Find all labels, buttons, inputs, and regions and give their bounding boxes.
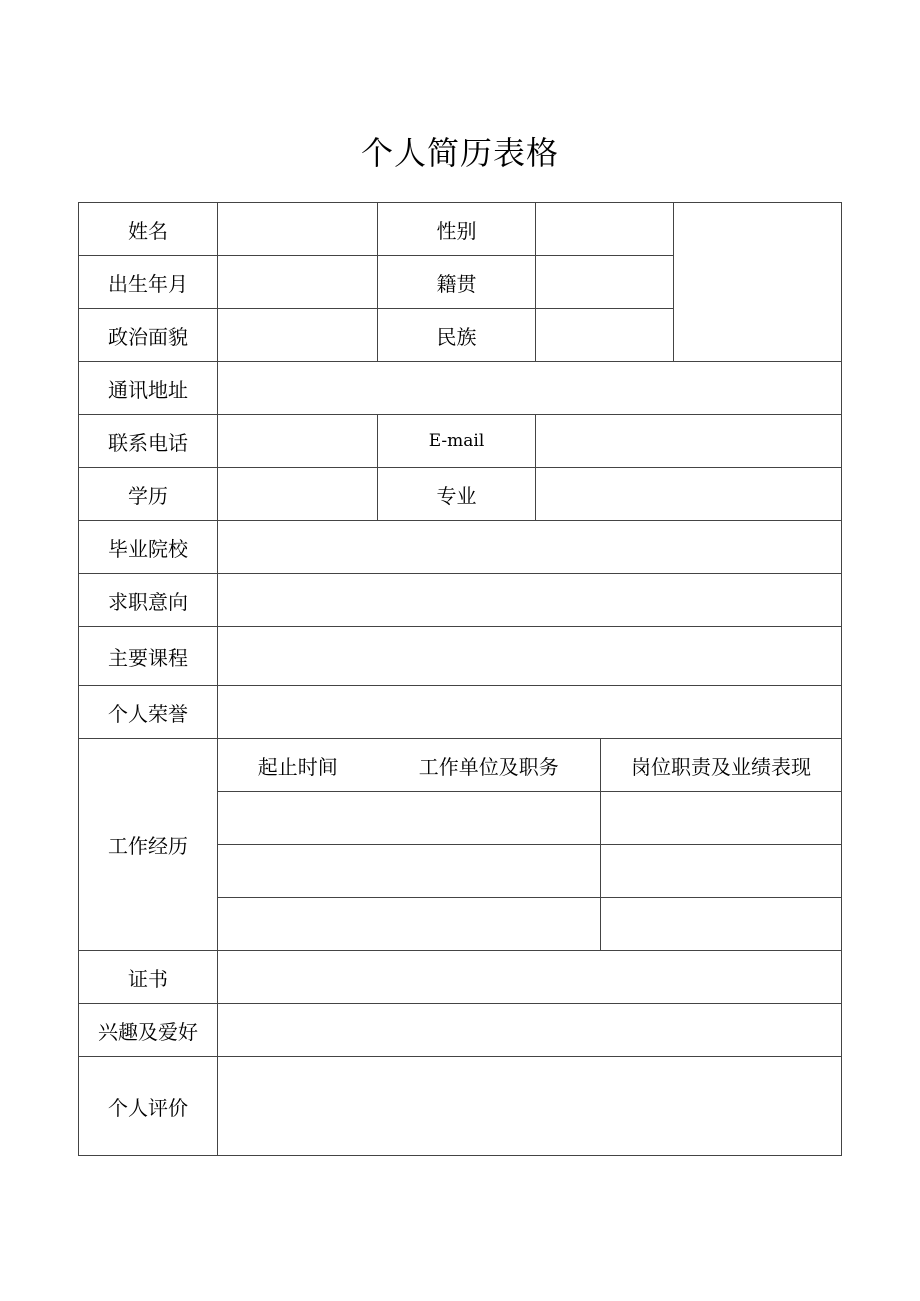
address-field[interactable] [218, 362, 842, 415]
certificates-label: 证书 [79, 951, 218, 1004]
native-place-label: 籍贯 [378, 256, 536, 309]
certificates-field[interactable] [218, 951, 842, 1004]
table-row [79, 203, 842, 256]
name-label: 姓名 [79, 203, 218, 256]
birth-field[interactable] [218, 256, 378, 309]
email-label: E-mail [378, 415, 536, 468]
political-status-label: 政治面貌 [79, 309, 218, 362]
email-field[interactable] [536, 415, 842, 468]
job-intention-field[interactable] [218, 574, 842, 627]
work-entry-2-duties-field[interactable] [601, 845, 842, 898]
political-status-field[interactable] [218, 309, 378, 362]
self-evaluation-label: 个人评价 [79, 1057, 218, 1156]
table-row [79, 521, 842, 574]
address-label: 通讯地址 [79, 362, 218, 415]
school-label: 毕业院校 [79, 521, 218, 574]
main-courses-field[interactable] [218, 627, 842, 686]
honors-field[interactable] [218, 686, 842, 739]
work-period-header: 起止时间 [218, 739, 378, 792]
education-field[interactable] [218, 468, 378, 521]
hobbies-field[interactable] [218, 1004, 842, 1057]
table-row [79, 686, 842, 739]
birth-label: 出生年月 [79, 256, 218, 309]
major-label: 专业 [378, 468, 536, 521]
table-row [79, 468, 842, 521]
ethnicity-label: 民族 [378, 309, 536, 362]
table-row [79, 415, 842, 468]
work-entry-1-field[interactable] [218, 792, 601, 845]
work-entry-1-duties-field[interactable] [601, 792, 842, 845]
work-duties-header: 岗位职责及业绩表现 [601, 739, 842, 792]
phone-field[interactable] [218, 415, 378, 468]
work-entry-3-field[interactable] [218, 898, 601, 951]
school-field[interactable] [218, 521, 842, 574]
phone-label: 联系电话 [79, 415, 218, 468]
table-row [79, 362, 842, 415]
major-field[interactable] [536, 468, 842, 521]
resume-table [78, 202, 842, 1156]
job-intention-label: 求职意向 [79, 574, 218, 627]
table-row [79, 627, 842, 686]
hobbies-label: 兴趣及爱好 [79, 1004, 218, 1057]
honors-label: 个人荣誉 [79, 686, 218, 739]
main-courses-label: 主要课程 [79, 627, 218, 686]
name-field[interactable] [218, 203, 378, 256]
work-entry-3-duties-field[interactable] [601, 898, 842, 951]
table-row [79, 1004, 842, 1057]
gender-label: 性别 [378, 203, 536, 256]
work-experience-label: 工作经历 [79, 739, 218, 951]
gender-field[interactable] [536, 203, 674, 256]
education-label: 学历 [79, 468, 218, 521]
table-row [79, 574, 842, 627]
work-entry-2-field[interactable] [218, 845, 601, 898]
native-place-field[interactable] [536, 256, 674, 309]
work-employer-header: 工作单位及职务 [378, 739, 601, 792]
table-row [79, 951, 842, 1004]
table-row [79, 1057, 842, 1156]
table-row [79, 739, 842, 792]
ethnicity-field[interactable] [536, 309, 674, 362]
page-title: 个人简历表格 [360, 134, 559, 172]
self-evaluation-field[interactable] [218, 1057, 842, 1156]
photo-area[interactable] [674, 203, 842, 362]
